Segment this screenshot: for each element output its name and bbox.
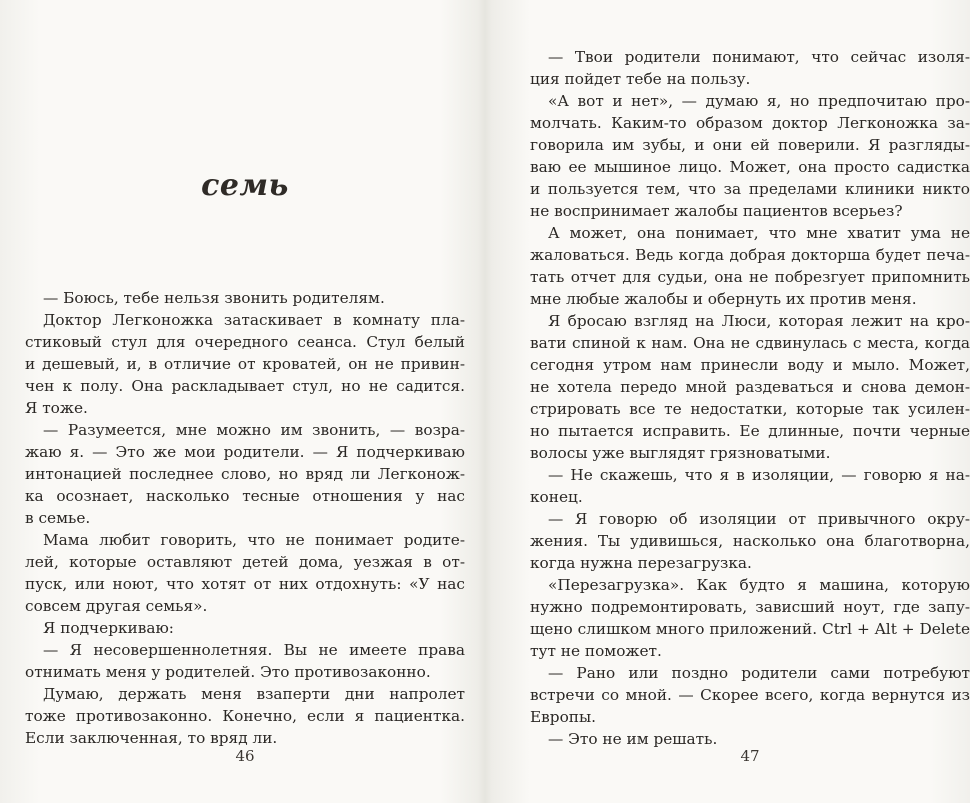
page-number-right: 47 xyxy=(740,747,760,765)
text-line: ваю ее мышиное лицо. Может, она просто садистка xyxy=(530,158,970,176)
text-line: Если заключенная, то вряд ли. xyxy=(25,729,278,747)
text-line: жаю я. — Это же мои родители. — Я подчеркиваю xyxy=(25,443,465,461)
chapter-title: семь xyxy=(201,168,289,203)
text-line: но пытается исправить. Ее длинные, почти черные xyxy=(530,422,970,440)
text-line: Думаю, держать меня взаперти дни напролет xyxy=(43,685,465,703)
text-line: Европы. xyxy=(530,708,597,726)
text-line: совсем другая семья». xyxy=(25,597,208,615)
text-line: — Боюсь, тебе нельзя звонить родителям. xyxy=(43,289,385,307)
text-line: мне любые жалобы и обернуть их против меня. xyxy=(530,290,917,308)
text-line: волосы уже выглядят грязноватыми. xyxy=(530,444,831,462)
text-line: и дешевый, и, в отличие от кроватей, он не привин- xyxy=(25,355,465,373)
text-line: ция пойдет тебе на пользу. xyxy=(530,70,751,88)
right-page-text xyxy=(530,46,970,750)
text-line: Я подчеркиваю: xyxy=(43,619,174,637)
text-line: тать отчет для судьи, она не побрезгует припомнить xyxy=(530,268,970,286)
text-line: жаловаться. Ведь когда добрая докторша будет печа- xyxy=(530,246,970,264)
text-line: — Я несовершеннолетняя. Вы не имеете права xyxy=(43,641,465,659)
text-line: А может, она понимает, что мне хватит ума не xyxy=(548,224,970,242)
text-line: тоже противозаконно. Конечно, если я пациентка. xyxy=(25,707,465,725)
text-line: — Разумеется, мне можно им звонить, — возра- xyxy=(43,421,465,439)
text-line: «Перезагрузка». Как будто я машина, которую xyxy=(548,576,970,594)
text-line: конец. xyxy=(530,488,583,506)
text-line: говорила им зубы, и они ей поверили. Я разгляды- xyxy=(530,136,970,154)
text-line: сегодня утром нам принесли воду и мыло. Может, xyxy=(530,356,970,374)
text-line: Доктор Легконожка затаскивает в комнату пла- xyxy=(43,311,465,329)
text-line: щено слишком много приложений. Ctrl + Alt + Delete xyxy=(530,620,970,638)
text-line: «А вот и нет», — думаю я, но предпочитаю про- xyxy=(548,92,970,110)
text-line: молчать. Каким-то образом доктор Легконожка за- xyxy=(530,114,970,132)
right-page xyxy=(530,0,970,803)
text-line: Я тоже. xyxy=(25,399,88,417)
text-line: не хотела передо мной раздеваться и снова демон- xyxy=(530,378,970,396)
text-line: не воспринимает жалобы пациентов всерьез? xyxy=(530,202,903,220)
text-line: и пользуется тем, что за пределами клиники никто xyxy=(530,180,970,198)
text-line: встречи со мной. — Скорее всего, когда вернутся из xyxy=(530,686,970,704)
text-line: когда нужна перезагрузка. xyxy=(530,554,752,572)
text-line: лей, которые оставляют детей дома, уезжая в от- xyxy=(25,553,465,571)
text-line: вати спиной к нам. Она не сдвинулась с места, когда xyxy=(530,334,970,352)
text-line: — Я говорю об изоляции от привычного окру- xyxy=(548,510,970,528)
text-line: — Рано или поздно родители сами потребуют xyxy=(548,664,970,682)
text-line: тут не поможет. xyxy=(530,642,662,660)
text-line: жения. Ты удивишься, насколько она благотворна, xyxy=(530,532,970,550)
text-line: Мама любит говорить, что не понимает родите- xyxy=(43,531,465,549)
text-line: стиковый стул для очередного сеанса. Стул белый xyxy=(25,333,465,351)
text-line: — Это не им решать. xyxy=(548,730,718,748)
text-line: — Не скажешь, что я в изоляции, — говорю я на- xyxy=(548,466,970,484)
left-page-text xyxy=(25,287,465,749)
text-line: интонацией последнее слово, но вряд ли Легконож- xyxy=(25,465,465,483)
left-page xyxy=(25,0,465,803)
text-line: в семье. xyxy=(25,509,91,527)
text-line: нужно подремонтировать, зависший ноут, где запу- xyxy=(530,598,970,616)
text-line: Я бросаю взгляд на Люси, которая лежит на кро- xyxy=(548,312,970,330)
text-line: стрировать все те недостатки, которые так усилен- xyxy=(530,400,970,418)
text-line: отнимать меня у родителей. Это противозаконно. xyxy=(25,663,431,681)
text-line: — Твои родители понимают, что сейчас изоля- xyxy=(548,48,970,66)
text-line: ка осознает, насколько тесные отношения у нас xyxy=(25,487,465,505)
text-line: чен к полу. Она раскладывает стул, но не садится. xyxy=(25,377,465,395)
page-number-left: 46 xyxy=(235,747,255,765)
text-line: пуск, или ноют, что хотят от них отдохнуть: «У нас xyxy=(25,575,465,593)
